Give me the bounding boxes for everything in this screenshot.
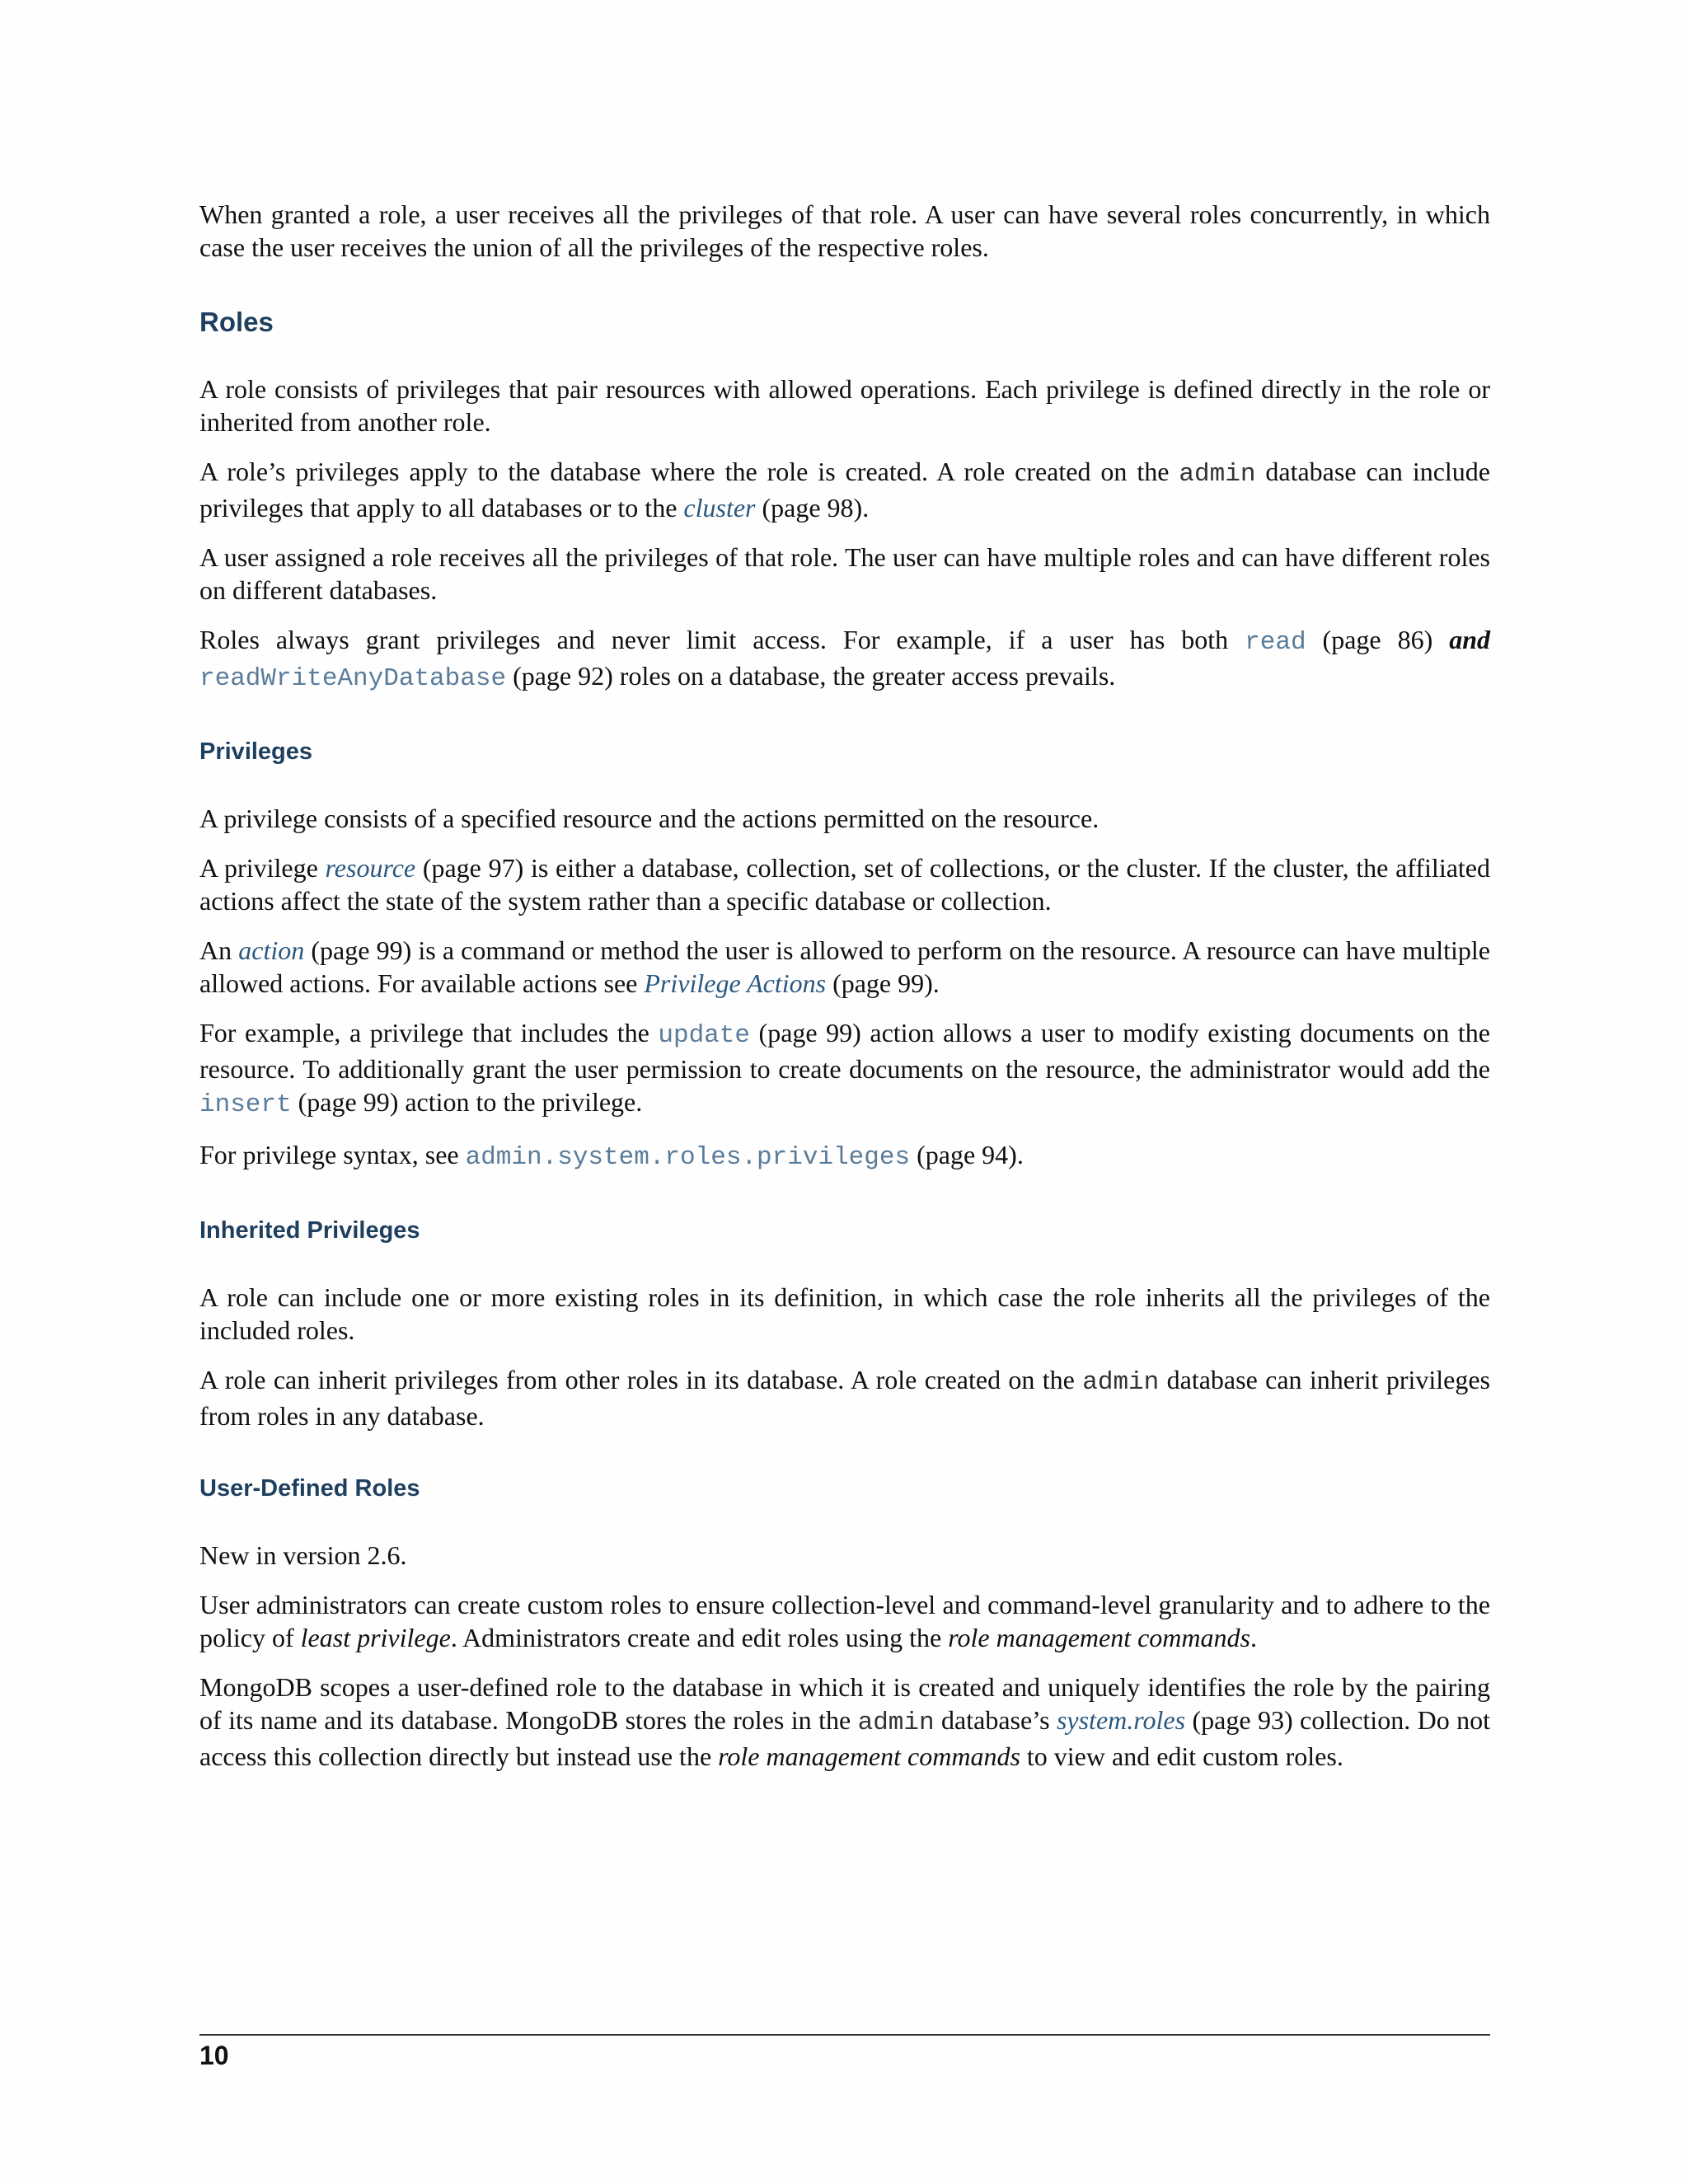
text-run: (page 86) [1306,625,1450,654]
text-run: A privilege [199,853,326,883]
update-action-link[interactable]: update [658,1021,750,1050]
privileges-heading: Privileges [199,738,313,765]
user-defined-roles-heading: User-Defined Roles [199,1475,420,1502]
page-number: 10 [199,2041,229,2070]
privilege-actions-link[interactable]: Privilege Actions [644,968,827,998]
roles-heading: Roles [199,307,274,337]
text-run: database can include privileges that apply to all databases or to the [199,457,1491,523]
privileges-paragraph-5 [199,1138,1490,1174]
admin-code: admin [1179,460,1256,489]
text-run: For example, a privilege that includes the [199,1018,659,1047]
role-management-commands-emphasis: role management commands [948,1623,1250,1652]
and-emphasis: and [1449,625,1491,654]
text-run: A role can inherit privileges from other roles in its database. A role created on the [199,1365,1083,1394]
text-run: (page 93) collection. Do not access this collection directly but instead use the [199,1705,1491,1771]
roles-privileges-syntax-link[interactable]: admin.system.roles.privileges [465,1143,911,1172]
text-run: An [199,935,239,965]
intro-paragraph: When granted a role, a user receives all the privileges of that role. A user can have several roles concurrently, in which case the user receives the union of all the privileges of the respective roles. [199,199,1490,262]
user-defined-paragraph-3 [199,1671,1490,1773]
footer-divider [199,2034,1490,2036]
least-privilege-emphasis: least privilege [300,1623,451,1652]
text-run: (page 99) action to the privilege. [291,1087,643,1117]
text-run: to view and edit custom roles. [1020,1741,1343,1771]
version-note: New in version 2.6. [199,1540,407,1570]
text-run: (page 94). [910,1140,1024,1169]
privileges-paragraph-3 [199,934,1490,1000]
resource-link[interactable]: resource [325,853,416,883]
text-run: For privilege syntax, see [199,1140,466,1169]
inherited-paragraph-2 [199,1363,1490,1432]
page-content [199,198,1490,1789]
roles-paragraph-2 [199,455,1490,524]
read-role-link[interactable]: read [1245,628,1306,657]
text-run: . Administrators create and edit roles using the [450,1623,949,1652]
roles-paragraph-3: A user assigned a role receives all the privileges of that role. The user can have multiple roles and can have different roles on different databases. [199,542,1490,605]
text-run: (page 99) is a command or method the user is allowed to perform on the resource. A resource can have multiple allowed actions. For available actions see [199,935,1491,998]
text-run: User administrators can create custom roles to ensure collection-level and command-level granularity and to adhere to the policy of [199,1590,1490,1652]
text-run: . [1250,1623,1257,1652]
text-run: database’s [934,1705,1057,1735]
text-run: (page 99). [826,968,940,998]
admin-code: admin [857,1708,935,1737]
privileges-paragraph-1: A privilege consists of a specified resource and the actions permitted on the resource. [199,804,1100,833]
text-run: (page 97) is either a database, collection, set of collections, or the cluster. If the cluster, the affiliated actions affect the state of the system rather than a specific database or collection. [199,853,1491,916]
readwriteanydatabase-link[interactable]: readWriteAnyDatabase [199,664,507,693]
roles-paragraph-1: A role consists of privileges that pair resources with allowed operations. Each privilege is defined directly in the role or inherited from another role. [199,374,1490,437]
cluster-link[interactable]: cluster [683,493,756,523]
text-run: Roles always grant privileges and never limit access. For example, if a user has both [199,625,1245,654]
privileges-paragraph-4 [199,1016,1490,1122]
insert-action-link[interactable]: insert [199,1090,292,1119]
roles-paragraph-4 [199,623,1490,696]
text-run: (page 92) roles on a database, the greater access prevails. [506,661,1116,691]
admin-code: admin [1082,1368,1160,1397]
text-run: MongoDB scopes a user-defined role to the database in which it is created and uniquely identifies the role by the pairing of its name and its database. MongoDB stores the roles in the [199,1672,1490,1735]
inherited-privileges-heading: Inherited Privileges [199,1217,420,1244]
text-run: database can inherit privileges from roles in any database. [199,1365,1490,1431]
role-management-commands-emphasis: role management commands [718,1741,1020,1771]
text-run: (page 99) action allows a user to modify existing documents on the resource. To additionally grant the user permission to create documents on the resource, the administrator would add the [199,1018,1491,1084]
privileges-paragraph-2 [199,851,1490,917]
action-link[interactable]: action [238,935,305,965]
inherited-paragraph-1: A role can include one or more existing roles in its definition, in which case the role inherits all the privileges of the included roles. [199,1282,1490,1345]
text-run: (page 98). [755,493,870,523]
text-run: A role’s privileges apply to the database where the role is created. A role created on the [199,457,1179,486]
user-defined-paragraph-2 [199,1588,1490,1654]
system-roles-link[interactable]: system.roles [1056,1705,1186,1735]
